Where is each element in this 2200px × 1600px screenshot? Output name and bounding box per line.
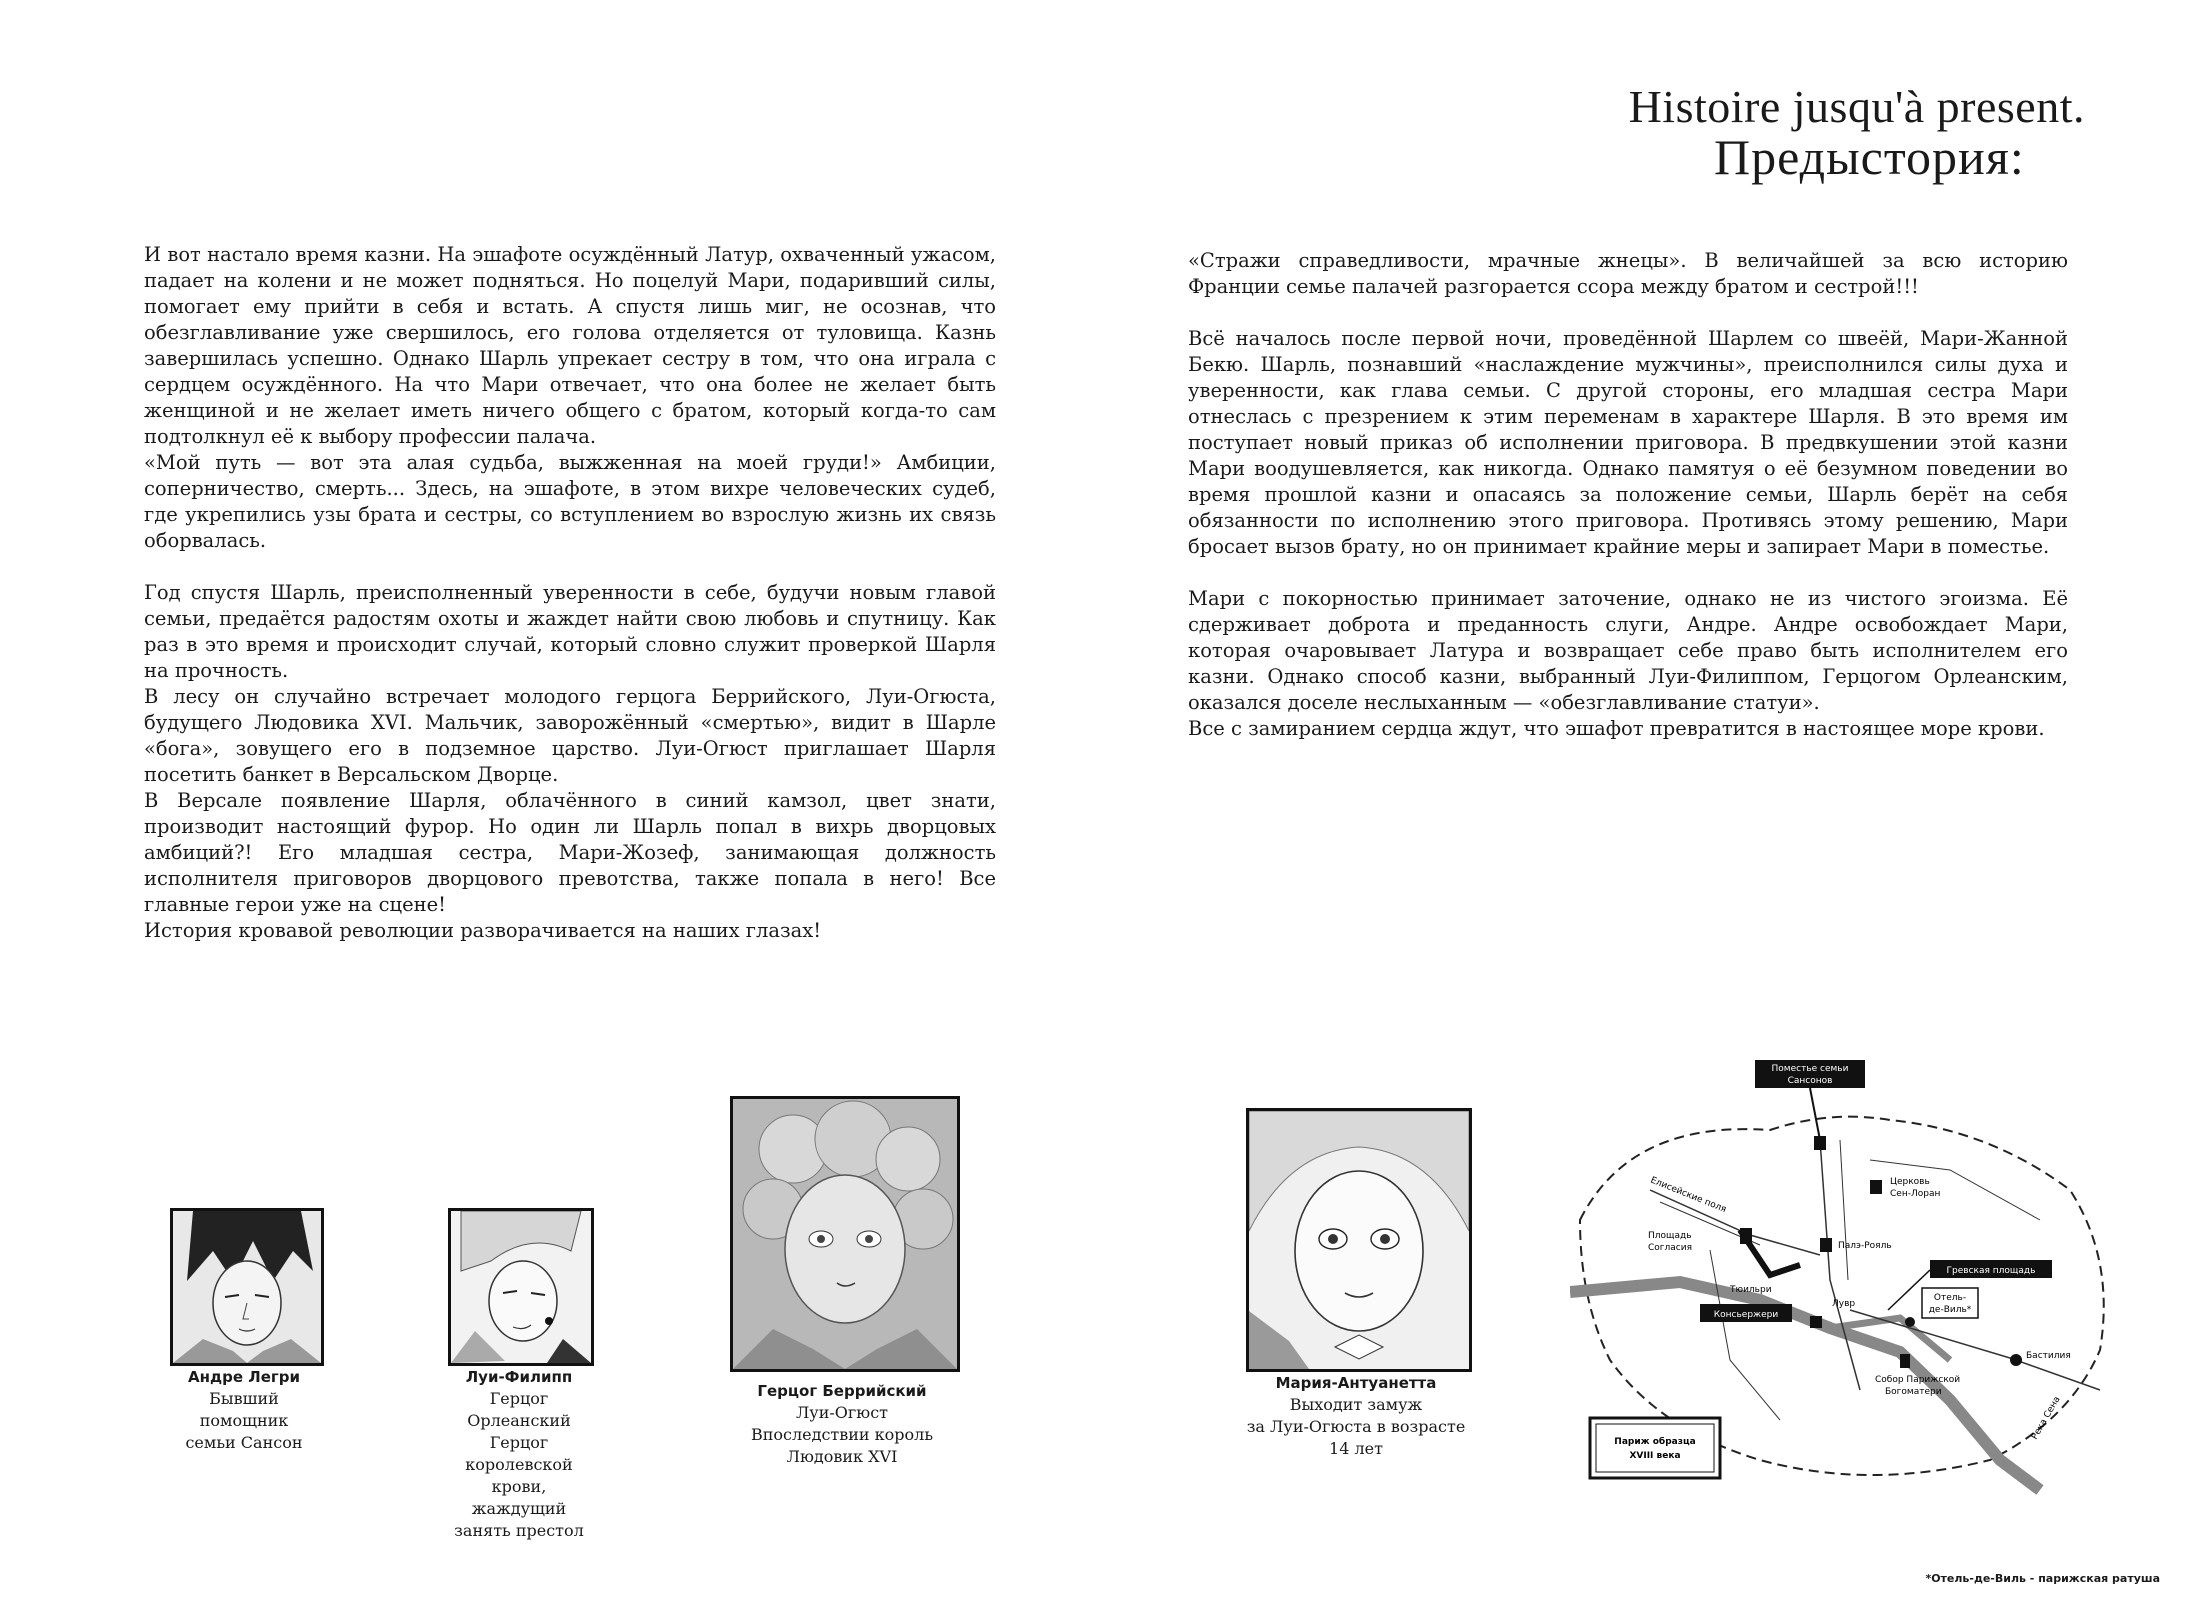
map-legend [1590,1418,1720,1478]
character-desc: помощник [199,1411,289,1430]
character-name: Герцог Беррийский [757,1382,927,1400]
character-desc: Людовик XVI [786,1447,898,1466]
map-label: Река Сена [2029,1394,2063,1442]
paragraph: Всё началось после первой ночи, проведённой Шарлем со швеёй, Мари-Жанной Бекю. Шарль, познавший «наслаждение мужчины», преисполнился силы духа и уверенности, как глава семьи. С другой стороны, его младшая сестра Мари отнеслась с презрением к этим переменам в характере Шарля. В это время им поступает новый приказ об исполнении приговора. В предвкушении этой казни Мари воодушевляется, как никогда. Однако памятуя о её безумном поведении во время прошлой казни и опасаясь за положение семьи, Шарль берёт на себя обязанности по исполнению этого приговора. Противясь этому решению, Мари бросает вызов брату, но он принимает крайние меры и запирает Мари в поместье. [1188,327,2068,558]
paris-map [1570,1060,2130,1530]
character-desc: крови, [491,1477,547,1496]
map-label: Площадь [1648,1231,1692,1241]
character-desc: жаждущий [471,1499,567,1518]
caption-louis-philippe [424,1366,614,1542]
portrait-louis-philippe [448,1208,594,1366]
map-label: Собор Парижской [1875,1375,1961,1385]
character-desc: королевской [465,1455,573,1474]
character-desc: Герцог [489,1389,549,1408]
map-label: Бастилия [2026,1351,2071,1361]
character-desc: Герцог [489,1433,549,1452]
map-legend-line: XVIII века [1629,1451,1681,1461]
map-label: Отель- [1933,1293,1967,1303]
map-label: Церковь [1890,1177,1930,1187]
footnote: *Отель-де-Виль - парижская ратуша [1925,1572,2160,1585]
map-label: Консьержери [1713,1310,1779,1320]
map-label: Богоматери [1885,1387,1942,1397]
character-desc: за Луи-Огюста в возрасте [1246,1417,1466,1436]
paragraph: В Версале появление Шарля, облачённого в синий камзол, цвет знати, производит настоящий фурор. Но один ли Шарль попал в вихрь дворцовых амбиций?! Его младшая сестра, Мари-Жозеф, занимающая должность исполнителя приговоров дворцового превотства, также попала в него! Все главные герои уже на сцене! [144,789,996,916]
estate-marker [1814,1136,1826,1150]
character-desc: занять престол [454,1521,584,1540]
character-desc: Бывший [209,1389,279,1408]
map-label: Лувр [1832,1299,1856,1309]
map-label: Елисейские поля [1648,1175,1728,1216]
right-text-column [1188,248,2068,742]
map-label: Поместье семьи [1771,1064,1849,1074]
character-desc: 14 лет [1329,1439,1383,1458]
map-label: Сен-Лоран [1890,1189,1941,1199]
title-russian: Предыстория: [1714,129,2025,185]
hotel-de-ville-marker [1905,1317,1915,1327]
paragraph: Все с замиранием сердца ждут, что эшафот превратится в настоящее море крови. [1188,717,2045,740]
caption-marie-antoinette [1226,1372,1486,1460]
map-label: де-Виль* [1928,1305,1972,1315]
paragraph: История кровавой революции разворачивается на наших глазах! [144,919,822,942]
portrait-duke-of-berry [730,1096,960,1372]
map-legend-line: Париж образца [1614,1437,1696,1447]
concorde-marker [1740,1228,1752,1244]
character-name: Андре Легри [188,1368,300,1386]
map-label: Тюильри [1730,1285,1772,1295]
paragraph: Год спустя Шарль, преисполненный уверенности в себе, будучи новым главой семьи, предаётся радостям охоты и жаждет найти свою любовь и спутницу. Как раз в это время и происходит случай, который словно служит проверкой Шарля на прочность. [144,581,996,682]
bastille-marker [2010,1354,2022,1366]
map-label: Гревская площадь [1946,1266,2036,1276]
caption-andre [150,1366,338,1454]
church-marker [1870,1180,1882,1194]
map-label: Сансонов [1787,1076,1833,1086]
caption-duke-of-berry [722,1380,962,1468]
character-desc: Орлеанский [467,1411,571,1430]
paragraph: В лесу он случайно встречает молодого герцога Беррийского, Луи-Огюста, будущего Людовика XVI. Мальчик, заворожённый «смертью», видит в Шарле «бога», зовущего его в подземное царство. Луи-Огюст приглашает Шарля посетить банкет в Версальском Дворце. [144,685,996,786]
map-label: Согласия [1648,1243,1692,1253]
notre-dame-marker [1900,1354,1910,1368]
paragraph: Мари с покорностью принимает заточение, однако не из чистого эгоизма. Её сдерживает доброта и преданность слуги, Андре. Андре освобождает Мари, которая очаровывает Латура и возвращает себе право быть исполнителем его казни. Однако способ казни, выбранный Луи-Филиппом, Герцогом Орлеанским, оказался доселе неслыханным — «обезглавливание статуи». [1188,587,2068,714]
character-desc: Впоследствии король [750,1425,934,1444]
left-text-column [144,242,996,944]
paragraph: «Стражи справедливости, мрачные жнецы». В величайшей за всю историю Франции семье палачей разгорается ссора между братом и сестрой!!! [1188,249,2068,298]
character-desc: Луи-Огюст [795,1403,889,1422]
paragraph: И вот настало время казни. На эшафоте осуждённый Латур, охваченный ужасом, падает на колени и не может подняться. Но поцелуй Мари, подаривший силы, помогает ему прийти в себя и встать. А спустя лишь миг, не осознав, что обезглавливание уже свершилось, его голова отделяется от туловища. Казнь завершилась успешно. Однако Шарль упрекает сестру в том, что она играла с сердцем осуждённого. На что Мари отвечает, что она более не желает быть женщиной и не желает иметь ничего общего с братом, который когда-то сам подтолкнул её к выбору профессии палача. [144,243,996,448]
character-desc: Выходит замуж [1289,1395,1423,1414]
title-french: Histoire jusqu'à present. [1628,81,2085,132]
map-label: Палэ-Рояль [1838,1241,1892,1251]
character-desc: семьи Сансон [185,1433,303,1452]
character-name: Мария-Антуанетта [1275,1374,1437,1392]
character-name: Луи-Филипп [465,1368,573,1386]
paragraph: «Мой путь — вот эта алая судьба, выжженная на моей груди!» Амбиции, соперничество, смерть... Здесь, на эшафоте, в этом вихре человеческих судеб, где укрепились узы брата и сестры, со вступлением во взрослую жизнь их связь оборвалась. [144,451,996,552]
portrait-andre [170,1208,324,1366]
portrait-marie-antoinette [1246,1108,1472,1372]
